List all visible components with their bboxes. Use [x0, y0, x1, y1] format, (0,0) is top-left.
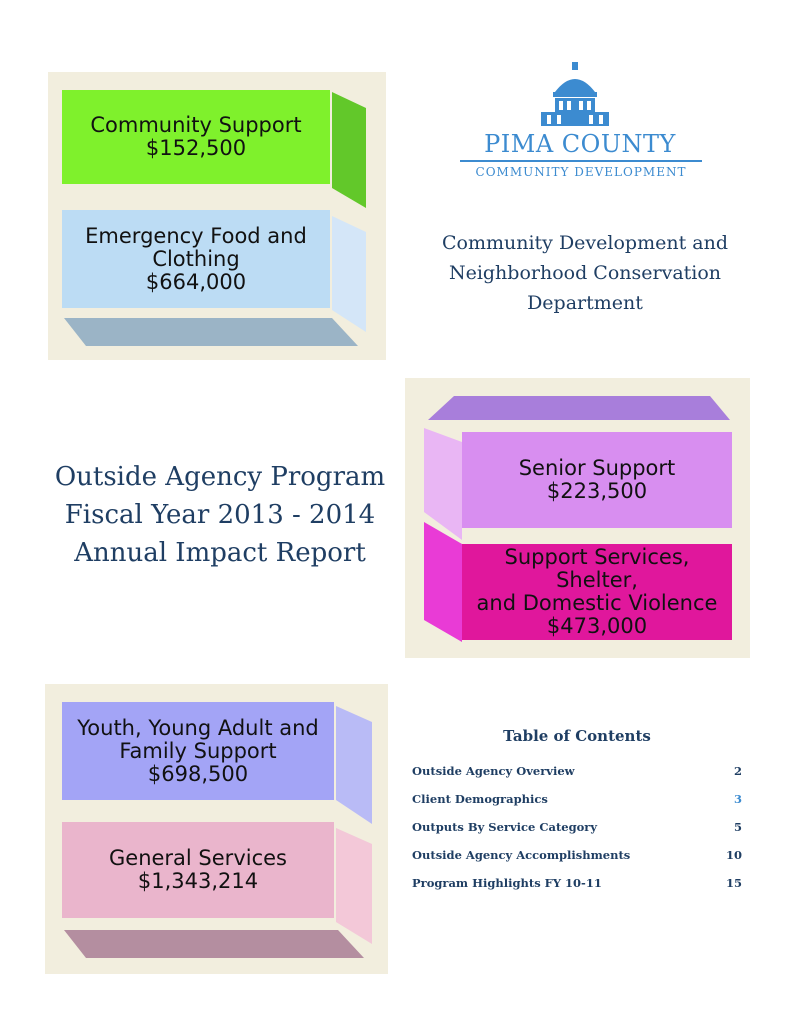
emergency-food-amount: $664,000 [145, 269, 247, 294]
general-services-amount: $1,343,214 [137, 869, 259, 893]
general-services-block [62, 822, 334, 918]
department-line-2: Neighborhood Conservation [448, 262, 722, 284]
middle-right-top-face [424, 392, 734, 428]
department-name [420, 228, 750, 318]
logo-subtitle: COMMUNITY DEVELOPMENT [475, 165, 687, 179]
toc-item-page: 2 [733, 764, 742, 778]
toc-item-label: Outside Agency Overview [412, 764, 575, 778]
senior-support-amount: $223,500 [546, 479, 648, 503]
toc-item-accomplishments[interactable] [412, 848, 742, 862]
toc-item-highlights[interactable] [412, 876, 742, 890]
youth-label-1: Youth, Young Adult and [77, 715, 319, 740]
department-line-3: Department [527, 292, 643, 314]
emergency-food-label-1: Emergency Food and [85, 223, 307, 248]
community-support-label: Community Support [90, 113, 302, 137]
toc-item-page: 10 [725, 848, 742, 862]
community-support-block [62, 90, 330, 184]
emergency-food-label-2: Clothing [152, 246, 240, 271]
support-services-block [462, 544, 732, 640]
senior-support-block [462, 432, 732, 528]
toc-item-label: Client Demographics [412, 792, 548, 806]
support-services-label-1: Support Services, Shelter, [504, 545, 690, 592]
general-services-label: General Services [109, 846, 287, 870]
youth-block [62, 702, 334, 800]
logo-name: PIMA COUNTY [484, 130, 676, 158]
toc-item-label: Program Highlights FY 10-11 [412, 876, 602, 890]
support-services-amount: $473,000 [546, 614, 648, 638]
senior-support-label: Senior Support [518, 456, 676, 480]
report-title-line-1: Outside Agency Program [54, 462, 386, 492]
emergency-food-block [62, 210, 330, 308]
logo-rule [460, 160, 702, 162]
toc-heading: Table of Contents [503, 727, 651, 745]
department-line-1: Community Development and [441, 232, 728, 254]
youth-amount: $698,500 [147, 761, 249, 786]
toc-item-overview[interactable] [412, 764, 742, 778]
toc-item-outputs[interactable] [412, 820, 742, 834]
report-title-line-3: Annual Impact Report [74, 538, 366, 568]
toc-item-page: 3 [733, 792, 742, 806]
report-title-line-2: Fiscal Year 2013 - 2014 [64, 500, 376, 530]
toc-item-demographics[interactable] [412, 792, 742, 806]
community-support-amount: $152,500 [145, 136, 247, 160]
youth-label-2: Family Support [119, 738, 277, 763]
middle-right-side-faces [420, 420, 464, 650]
support-services-label-2: and Domestic Violence [476, 591, 718, 615]
youth-side [334, 700, 378, 828]
toc-item-label: Outside Agency Accomplishments [412, 848, 631, 862]
toc-item-page: 5 [733, 820, 742, 834]
community-support-side [330, 86, 370, 214]
toc-item-page: 15 [725, 876, 742, 890]
report-title [40, 458, 400, 572]
capitol-dome-icon [535, 60, 615, 130]
bottom-left-bottom-face [56, 928, 372, 964]
toc-item-label: Outputs By Service Category [412, 820, 598, 834]
top-left-bottom-face [56, 316, 366, 352]
